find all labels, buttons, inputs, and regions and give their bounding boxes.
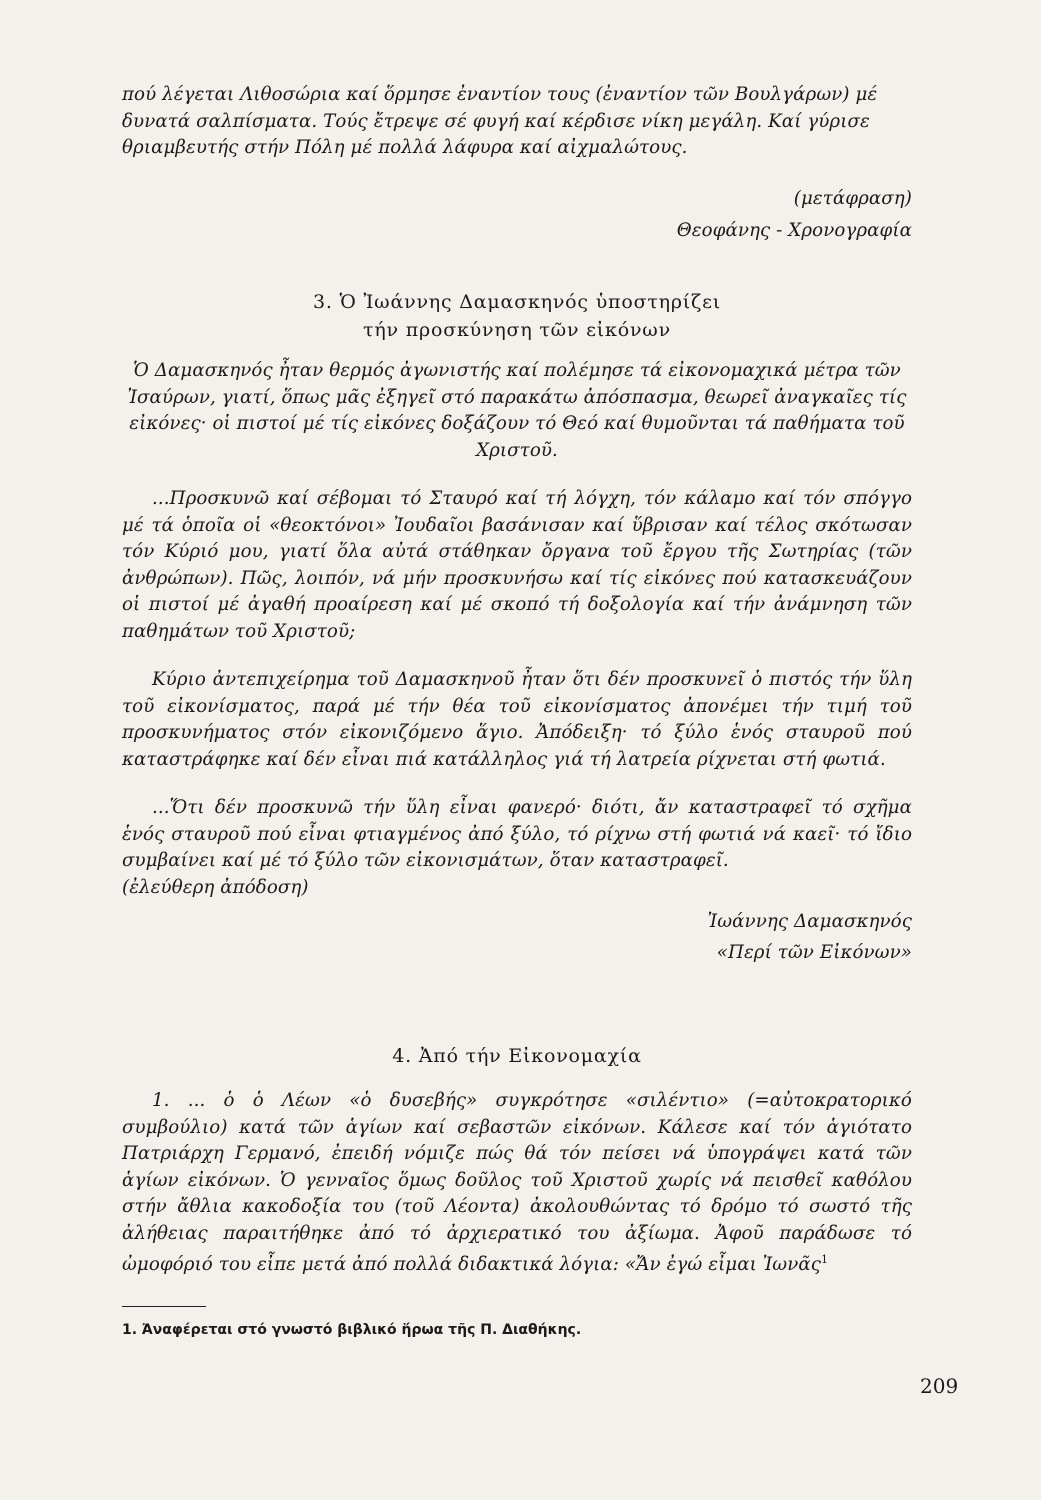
section-3-title-line2: τήν προσκύνηση τῶν εἰκόνων xyxy=(363,319,671,341)
section-4 xyxy=(122,1042,912,1279)
passage-line: δυνατά σαλπίσματα. Τούς ἔτρεψε σέ φυγή καί κέρδισε νίκη μεγάλη. Καί γύρισε xyxy=(122,110,870,132)
page-number: 209 xyxy=(920,1374,959,1398)
quote-author: Ἰωάννης Δαμασκηνός xyxy=(707,911,912,932)
translation-note: (μετάφραση) xyxy=(793,187,912,209)
section-4-title: 4. Ἀπό τήν Εἰκονομαχία xyxy=(392,1045,642,1067)
footnote: 1. Ἀναφέρεται στό γνωστό βιβλικό ἥρωα τῆς Π. Διαθήκης. xyxy=(122,1322,582,1338)
quote-work: «Περί τῶν Εἰκόνων» xyxy=(716,941,912,963)
section-3-title: 3. Ὁ Ἰωάννης Δαμασκηνός ὑποστηρίζει xyxy=(312,291,722,313)
section-3 xyxy=(122,288,912,966)
passage-source: Θεοφάνης - Χρονογραφία xyxy=(676,220,912,241)
passage-continuation xyxy=(122,82,912,245)
section-3-intro: Ὁ Δαμασκηνός ἦταν θερμός ἀγωνιστής καί πολέμησε τά εἰκονομαχικά μέτρα τῶν Ἰσαύρων, γιατί, ὅπως μᾶς ἐξηγεῖ στό παρακάτω ἀπόσπασμα, θεωρεῖ ἀναγκαῖες τίς εἰκόνες· οἱ πιστοί μέ τίς εἰκόνες δοξάζουν τό Θεό καί θυμοῦνται τά παθήματα τοῦ Χριστοῦ. xyxy=(127,360,907,461)
damascene-quote-1: ...Προσκυνῶ καί σέβομαι τό Σταυρό καί τή λόγχη, τόν κάλαμο καί τόν σπόγγο μέ τά ὁποῖα οἱ «θεοκτόνοι» Ἰουδαῖοι βασάνισαν καί ὕβρισαν καί τέλος σκότωσαν τόν Κύριό μου, γιατί ὅλα αὐτά στάθηκαν ὄργανα τοῦ ἔργου τῆς Σωτηρίας (τῶν ἀνθρώπων). Πῶς, λοιπόν, νά μήν προσκυνήσω καί τίς εἰκόνες πού κατασκευάζουν οἱ πιστοί μέ ἀγαθή προαίρεση καί μέ σκοπό τή δοξολογία καί τήν ἀνάμνηση τῶν παθημάτων τοῦ Χριστοῦ; xyxy=(122,488,912,642)
free-rendering-note: (ἐλεύθερη ἀπόδοση) xyxy=(122,876,309,898)
damascene-argument: Κύριο ἀντεπιχείρημα τοῦ Δαμασκηνοῦ ἦταν ὅτι δέν προσκυνεῖ ὁ πιστός τήν ὕλη τοῦ εἰκονίσματος, παρά μέ τήν θέα τοῦ εἰκονίσματος ἀπονέμει τήν τιμή τοῦ προσκυνήματος στόν εἰκονιζόμενο ἅγιο. Ἀπόδειξη· τό ξύλο ἑνός σταυροῦ πού καταστράφηκε καί δέν εἶναι πιά κατάλληλος γιά τή λατρεία ρίχνεται στή φωτιά. xyxy=(122,669,912,770)
footnote-divider xyxy=(122,1306,206,1307)
passage-line: θριαμβευτής στήν Πόλη μέ πολλά λάφυρα καί αἰχμαλώτους. xyxy=(122,137,688,158)
passage-line: πού λέγεται Λιθοσώρια καί ὅρμησε ἐναντίον τους (ἐναντίον τῶν Βουλγάρων) μέ xyxy=(122,84,878,105)
damascene-quote-2: ...Ὅτι δέν προσκυνῶ τήν ὕλη εἶναι φανερό· διότι, ἄν καταστραφεῖ τό σχῆμα ἑνός σταυροῦ πού εἶναι φτιαγμένος ἀπό ξύλο, τό ρίχνω στή φωτιά νά καεῖ· τό ἴδιο συμβαίνει καί μέ τό ξύλο τῶν εἰκονισμάτων, ὅταν καταστραφεῖ. xyxy=(122,797,912,871)
footnote-marker[interactable]: 1 xyxy=(821,1253,829,1266)
section-4-paragraph xyxy=(122,1088,912,1279)
section-4-text: 1. ... ὁ ὁ Λέων «ὁ δυσεβής» συγκρότησε «σιλέντιο» (=αὐτοκρατορικό συμβούλιο) κατά τῶν ἁγίων καί σεβαστῶν εἰκόνων. Κάλεσε καί τόν ἁγιότατο Πατριάρχη Γερμανό, ἐπειδή νόμιζε πώς θά τόν πείσει νά ὑπογράψει κατά τῶν ἁγίων εἰκόνων. Ὁ γενναῖος ὅμως δοῦλος τοῦ Χριστοῦ χωρίς νά πεισθεῖ καθόλου στήν ἄθλια κακοδοξία του (τοῦ Λέοντα) ἀκολουθώντας τό δρόμο τό σωστό τῆς ἀλήθειας παραιτήθηκε ἀπό τό ἀρχιερατικό του ἀξίωμα. Ἀφοῦ παράδωσε τό ὠμοφόριό του εἶπε μετά ἀπό πολλά διδακτικά λόγια: «Ἄν ἐγώ εἶμαι Ἰωνᾶς xyxy=(122,1090,912,1276)
